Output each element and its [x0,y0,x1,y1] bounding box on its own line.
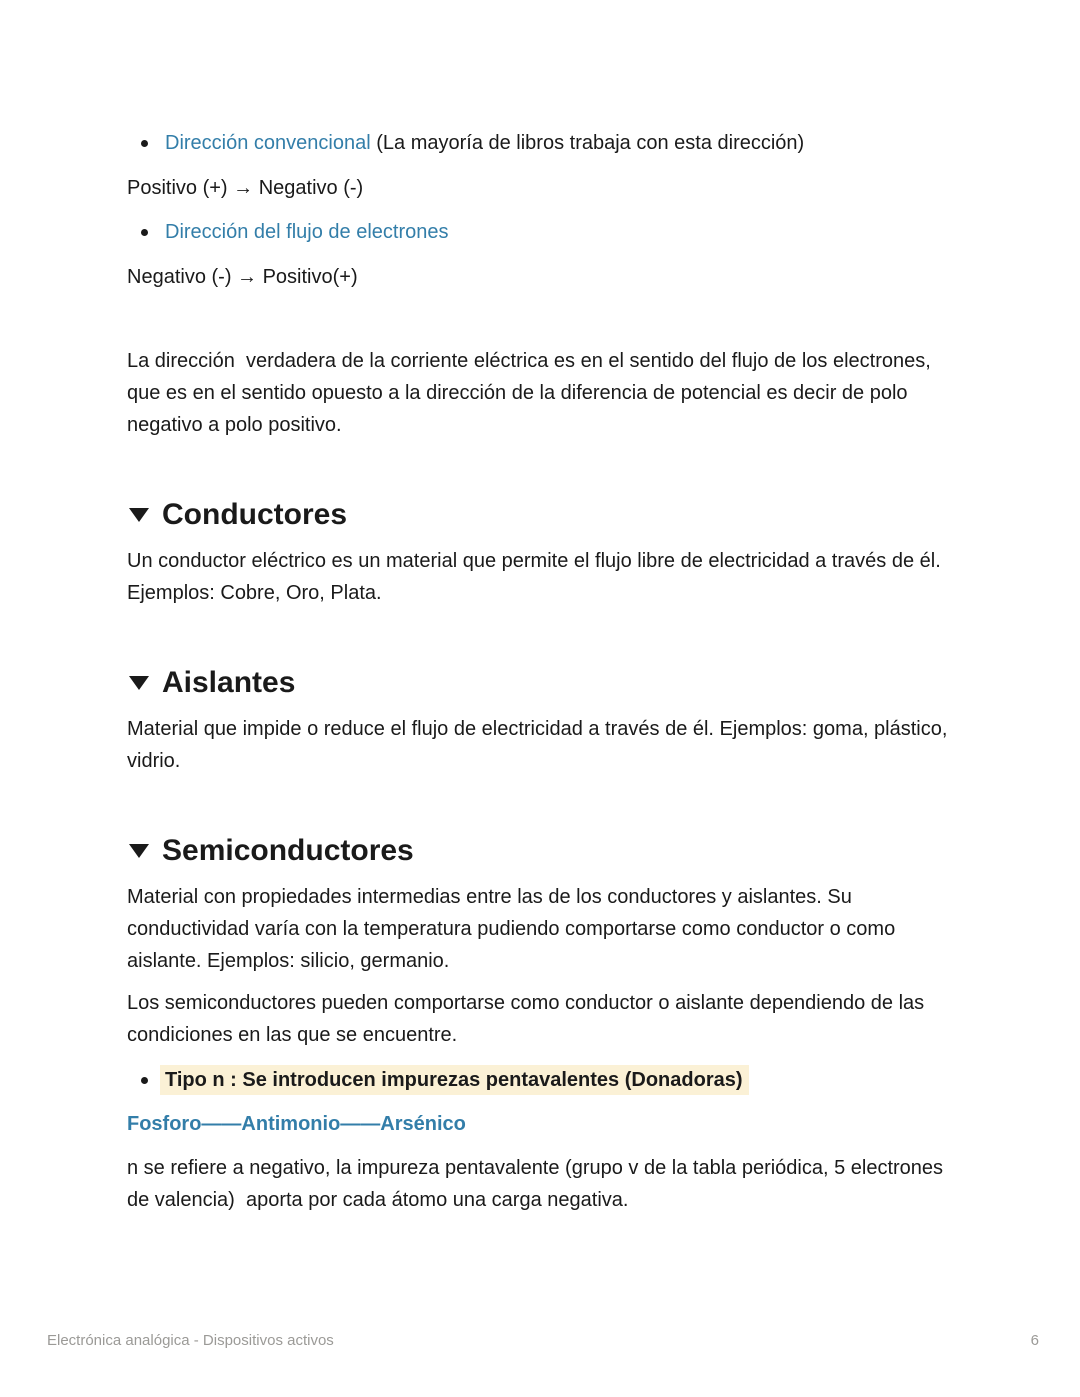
section-body-aislantes: Material que impide o reduce el flujo de electricidad a través de él. Ejemplos: goma, plástico, vidrio. [127,718,953,772]
list-item-text [165,216,949,248]
triangle-down-icon[interactable] [129,844,149,858]
section-title: Semiconductores [162,834,414,867]
section-title: Aislantes [162,666,296,699]
footer-page-number: 6 [1030,1332,1039,1349]
section-body-conductores: Un conductor eléctrico es un material que permite el flujo libre de electricidad a través de él. Ejemplos: Cobre, Oro, Plata. [127,550,947,604]
semiconductor-extra-paragraph: Los semiconductores pueden comportarse como conductor o aislante dependiendo de las condiciones en las que se encuentre. [127,992,930,1046]
arrow-line-negative-positive: Negativo (-) → Positivo(+) [127,266,358,288]
list-item-flujo-electrones [127,216,949,248]
page-footer [47,1332,1039,1350]
bullet-dot-icon [127,127,165,159]
document-content [127,127,953,1216]
section-heading-aislantes [127,665,949,701]
link-flujo-electrones[interactable]: Dirección del flujo de electrones [165,221,449,243]
triangle-down-icon[interactable] [129,508,149,522]
arrow-line-positive-negative: Positivo (+) → Negativo (-) [127,177,364,199]
list-item-text [165,127,949,159]
list-item-text [165,1064,949,1096]
section-title: Conductores [162,498,348,531]
link-direccion-convencional[interactable]: Dirección convencional [165,132,371,154]
dopants-line: Fosforo——Antimonio——Arsénico [127,1113,466,1135]
bullet-dot-icon [127,216,165,248]
bullet-dot-icon [127,1064,165,1096]
list-item-suffix: (La mayoría de libros trabaja con esta dirección) [370,132,805,154]
list-item-tipo-n [127,1064,949,1096]
footer-document-title: Electrónica analógica - Dispositivos activos [47,1332,334,1349]
intro-paragraph: La dirección verdadera de la corriente eléctrica es en el sentido del flujo de los electrones, que es en el sentido opuesto a la dirección de la diferencia de potencial es decir de polo negativo a polo positivo. [127,350,937,436]
tipo-n-paragraph: n se refiere a negativo, la impureza pentavalente (grupo v de la tabla periódica, 5 electrones de valencia) aporta por cada átomo una carga negativa. [127,1157,949,1211]
list-item-direccion-convencional [127,127,949,159]
section-heading-semiconductores [127,833,949,869]
triangle-down-icon[interactable] [129,676,149,690]
section-body-semiconductores: Material con propiedades intermedias entre las de los conductores y aislantes. Su conductividad varía con la temperatura pudiendo comportarse como conductor o como aislante. Ejemplos: silicio, germanio. [127,886,901,972]
section-heading-conductores [127,497,949,533]
tipo-n-highlighted-text: Tipo n : Se introducen impurezas pentavalentes (Donadoras) [160,1065,749,1095]
